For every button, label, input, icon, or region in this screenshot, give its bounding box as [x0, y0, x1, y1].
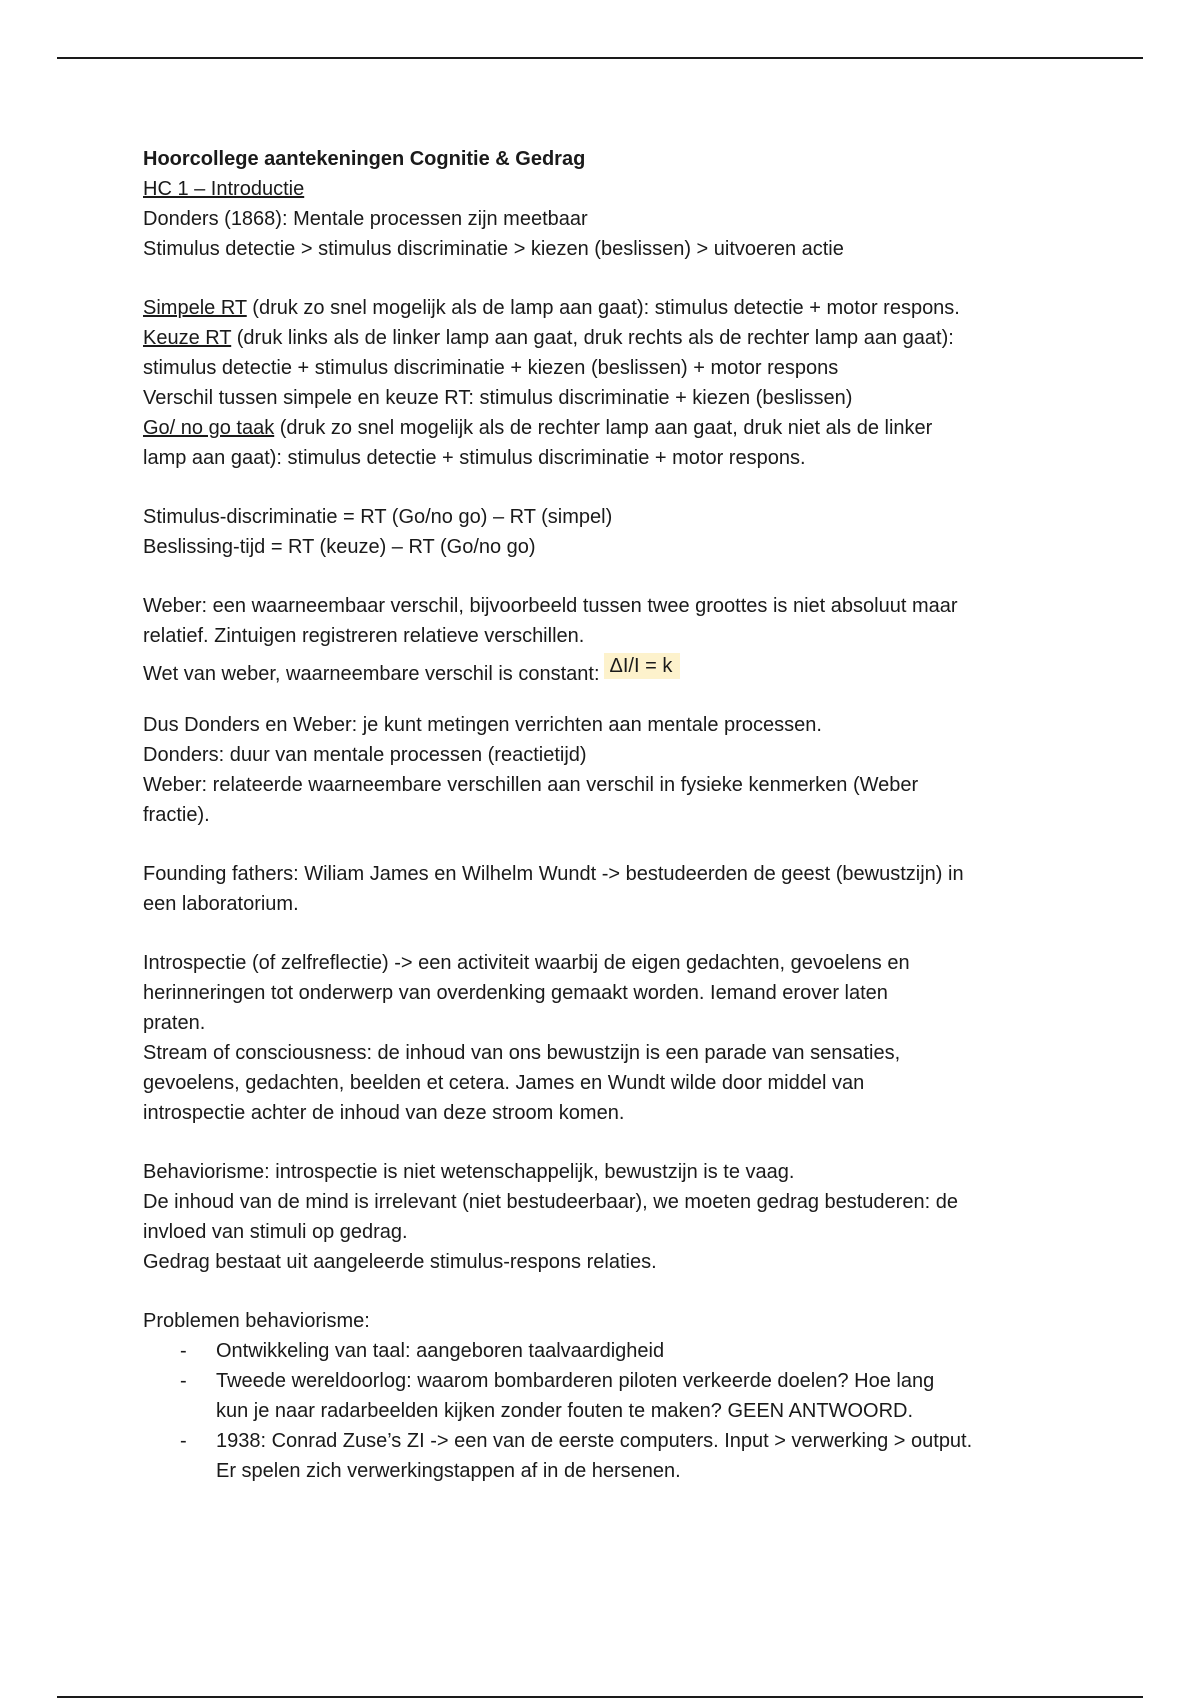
footer-rule	[57, 1696, 1143, 1698]
document-title: Hoorcollege aantekeningen Cognitie & Gedrag	[143, 148, 586, 170]
choice-rt-line	[143, 323, 1073, 353]
paragraph-line: Founding fathers: Wiliam James en Wilhelm Wundt -> bestudeerden de geest (bewustzijn) in	[143, 863, 964, 885]
simple-rt-line	[143, 293, 1073, 323]
formula-line: Beslissing-tijd = RT (keuze) – RT (Go/no go)	[143, 536, 536, 558]
problems-list	[143, 1336, 1073, 1486]
list-item-text: Tweede wereldoorlog: waarom bombarderen piloten verkeerde doelen? Hoe lang	[216, 1370, 935, 1392]
weber-formula-highlight: ΔI/I = k	[604, 653, 681, 679]
list-bullet: -	[180, 1340, 187, 1362]
paragraph-line: introspectie achter de inhoud van deze stroom komen.	[143, 1102, 625, 1124]
paragraph-line: Stream of consciousness: de inhoud van ons bewustzijn is een parade van sensaties,	[143, 1042, 901, 1064]
paragraph-line: Behaviorisme: introspectie is niet wetenschappelijk, bewustzijn is te vaag.	[143, 1161, 795, 1183]
paragraph-line: fractie).	[143, 804, 210, 826]
gonogo-line	[143, 413, 1073, 443]
paragraph-line: gevoelens, gedachten, beelden et cetera. James en Wundt wilde door middel van	[143, 1072, 865, 1094]
list-item	[143, 1366, 1073, 1426]
paragraph-line: De inhoud van de mind is irrelevant (niet bestudeerbaar), we moeten gedrag bestuderen: de	[143, 1191, 958, 1213]
paragraph-line: een laboratorium.	[143, 893, 299, 915]
list-bullet: -	[180, 1370, 187, 1392]
paragraph-line: herinneringen tot onderwerp van overdenking gemaakt worden. Iemand erover laten	[143, 982, 888, 1004]
weber-law-text: Wet van weber, waarneembare verschil is constant:	[143, 663, 600, 685]
paragraph-line: Verschil tussen simpele en keuze RT: stimulus discriminatie + kiezen (beslissen)	[143, 387, 853, 409]
choice-rt-term: Keuze RT	[143, 327, 232, 349]
simple-rt-term: Simpele RT	[143, 297, 247, 319]
paragraph-line: Weber: een waarneembaar verschil, bijvoorbeeld tussen twee groottes is niet absoluut maar	[143, 595, 958, 617]
paragraph-line: Stimulus detectie > stimulus discriminatie > kiezen (beslissen) > uitvoeren actie	[143, 238, 844, 260]
paragraph-line: Gedrag bestaat uit aangeleerde stimulus-respons relaties.	[143, 1251, 657, 1273]
list-item-text: Er spelen zich verwerkingstappen af in de hersenen.	[216, 1460, 681, 1482]
paragraph-line: praten.	[143, 1012, 206, 1034]
list-item	[143, 1336, 1073, 1366]
paragraph-line: Donders (1868): Mentale processen zijn meetbaar	[143, 208, 588, 230]
list-item-text: kun je naar radarbeelden kijken zonder fouten te maken? GEEN ANTWOORD.	[216, 1400, 914, 1422]
gonogo-text: (druk zo snel mogelijk als de rechter lamp aan gaat, druk niet als de linker	[274, 417, 933, 439]
formula-line: Stimulus-discriminatie = RT (Go/no go) – RT (simpel)	[143, 506, 613, 528]
paragraph-line: Weber: relateerde waarneembare verschillen aan verschil in fysieke kenmerken (Weber	[143, 774, 919, 796]
header-rule	[57, 57, 1143, 59]
section-heading: HC 1 – Introductie	[143, 178, 305, 200]
paragraph-line: invloed van stimuli op gedrag.	[143, 1221, 408, 1243]
paragraph-line: lamp aan gaat): stimulus detectie + stimulus discriminatie + motor respons.	[143, 447, 806, 469]
list-bullet: -	[180, 1430, 187, 1452]
list-item-text: Ontwikkeling van taal: aangeboren taalvaardigheid	[216, 1340, 665, 1362]
paragraph-line: relatief. Zintuigen registreren relatieve verschillen.	[143, 625, 585, 647]
gonogo-term: Go/ no go taak	[143, 417, 275, 439]
list-item-text: 1938: Conrad Zuse’s ZI -> een van de eerste computers. Input > verwerking > output.	[216, 1430, 973, 1452]
paragraph-line: Introspectie (of zelfreflectie) -> een activiteit waarbij de eigen gedachten, gevoelens en	[143, 952, 910, 974]
weber-law-line	[143, 655, 1073, 689]
paragraph-line: Donders: duur van mentale processen (reactietijd)	[143, 744, 587, 766]
paragraph-line: Dus Donders en Weber: je kunt metingen verrichten aan mentale processen.	[143, 714, 822, 736]
simple-rt-text: (druk zo snel mogelijk als de lamp aan gaat): stimulus detectie + motor respons.	[246, 297, 960, 319]
document-body	[143, 144, 1073, 1486]
choice-rt-text: (druk links als de linker lamp aan gaat, druk rechts als de rechter lamp aan gaat):	[231, 327, 954, 349]
list-item	[143, 1426, 1073, 1486]
paragraph-line: stimulus detectie + stimulus discriminatie + kiezen (beslissen) + motor respons	[143, 357, 839, 379]
problems-heading: Problemen behaviorisme:	[143, 1310, 370, 1332]
